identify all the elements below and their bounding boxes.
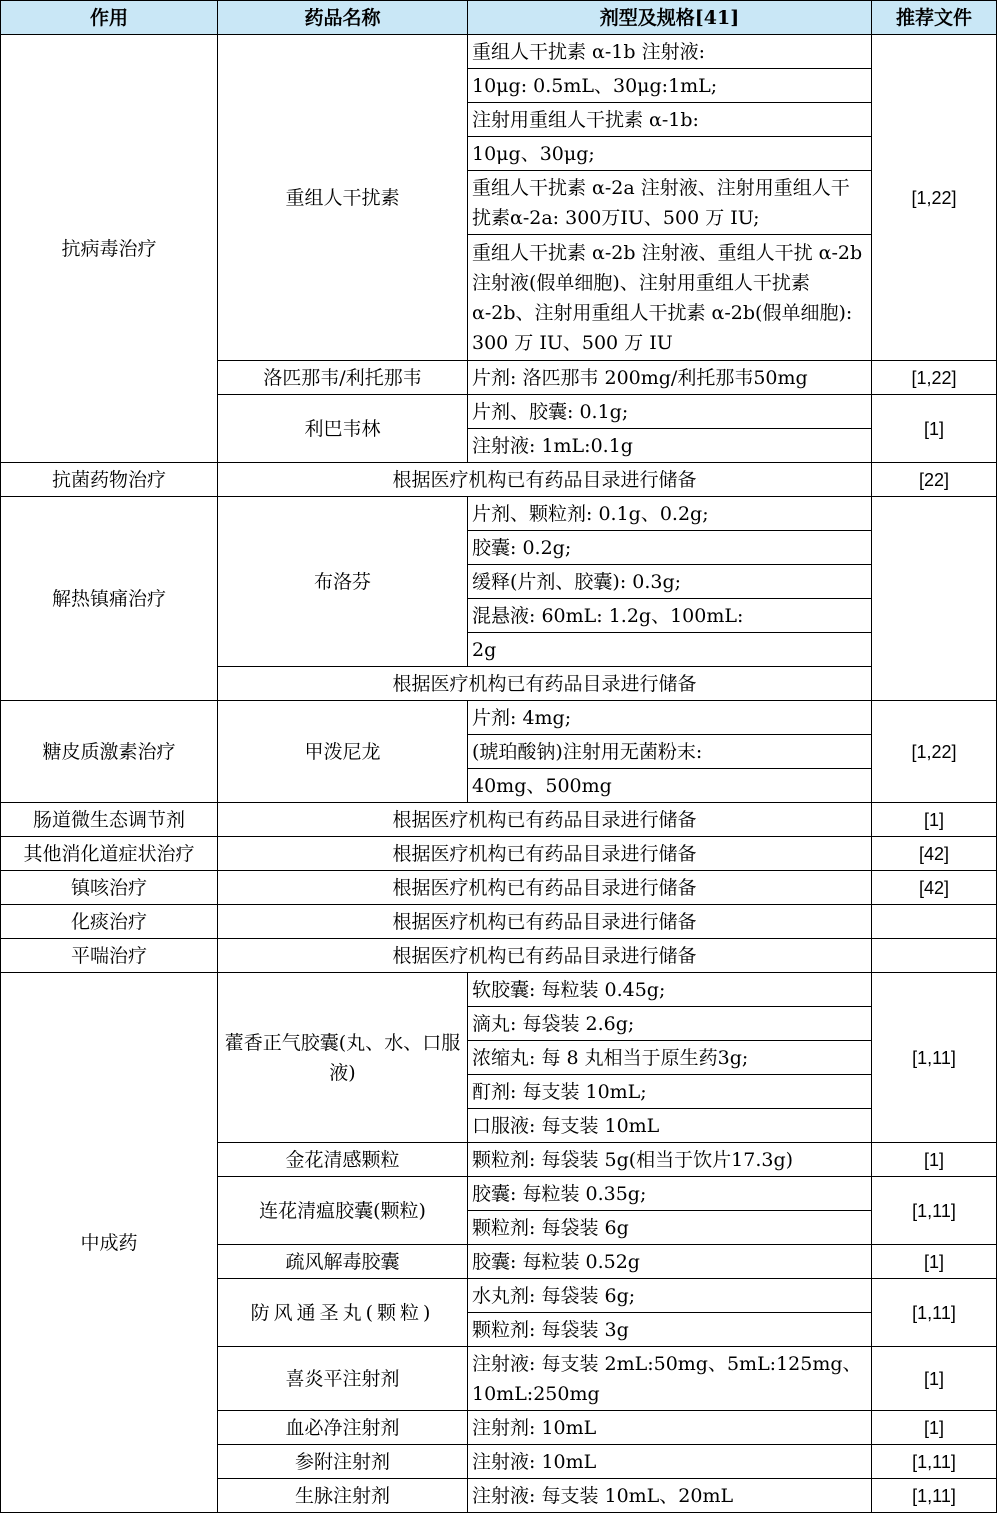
spec-cell: 注射液: 每支装 10mL、20mL xyxy=(468,1479,872,1513)
reserve-note: 根据医疗机构已有药品目录进行储备 xyxy=(218,463,872,497)
spec-cell: 浓缩丸: 每 8 丸相当于原生药3g; xyxy=(468,1041,872,1075)
drug-methylprednisolone: 甲泼尼龙 xyxy=(218,701,468,803)
category-antibacterial: 抗菌药物治疗 xyxy=(1,463,218,497)
spec-cell: 水丸剂: 每袋装 6g; xyxy=(468,1279,872,1313)
category-antiasthmatic: 平喘治疗 xyxy=(1,939,218,973)
reference-cell: [1,11] xyxy=(872,1445,997,1479)
reference-cell: [1] xyxy=(872,803,997,837)
spec-cell: 片剂、胶囊: 0.1g; xyxy=(468,395,872,429)
spec-cell: 注射液: 1mL:0.1g xyxy=(468,429,872,463)
header-drug-name: 药品名称 xyxy=(218,1,468,35)
drug-lianhua: 连花清瘟胶囊(颗粒) xyxy=(218,1177,468,1245)
spec-cell: 混悬液: 60mL: 1.2g、100mL: xyxy=(468,599,872,633)
reference-cell: [1,11] xyxy=(872,1479,997,1513)
drug-jinhua: 金花清感颗粒 xyxy=(218,1143,468,1177)
category-glucocorticoid: 糖皮质激素治疗 xyxy=(1,701,218,803)
header-row xyxy=(1,1,997,35)
reference-cell: [1] xyxy=(872,1143,997,1177)
drug-xiyanping: 喜炎平注射剂 xyxy=(218,1347,468,1411)
reserve-note: 根据医疗机构已有药品目录进行储备 xyxy=(218,905,872,939)
drug-huoxiang: 藿香正气胶囊(丸、水、口服液) xyxy=(218,973,468,1143)
reserve-note: 根据医疗机构已有药品目录进行储备 xyxy=(218,871,872,905)
drug-ibuprofen: 布洛芬 xyxy=(218,497,468,667)
spec-cell: 滴丸: 每袋装 2.6g; xyxy=(468,1007,872,1041)
spec-cell: 片剂: 洛匹那韦 200mg/利托那韦50mg xyxy=(468,361,872,395)
spec-cell: 注射液: 10mL xyxy=(468,1445,872,1479)
spec-cell: 颗粒剂: 每袋装 6g xyxy=(468,1211,872,1245)
reference-cell: [1,11] xyxy=(872,973,997,1143)
spec-cell: 注射用重组人干扰素 α-1b: xyxy=(468,103,872,137)
spec-cell: 重组人干扰素 α-1b 注射液: xyxy=(468,35,872,69)
header-function: 作用 xyxy=(1,1,218,35)
drug-interferon: 重组人干扰素 xyxy=(218,35,468,361)
reference-cell: [1] xyxy=(872,1411,997,1445)
spec-cell: 10μg、30μg; xyxy=(468,137,872,171)
category-gut-microbiota: 肠道微生态调节剂 xyxy=(1,803,218,837)
reference-cell xyxy=(872,939,997,973)
reserve-note: 根据医疗机构已有药品目录进行储备 xyxy=(218,837,872,871)
spec-cell: 10μg: 0.5mL、30μg:1mL; xyxy=(468,69,872,103)
reserve-note: 根据医疗机构已有药品目录进行储备 xyxy=(218,667,872,701)
drug-xuebijing: 血必净注射剂 xyxy=(218,1411,468,1445)
reference-cell: [1,22] xyxy=(872,701,997,803)
spec-cell: 酊剂: 每支装 10mL; xyxy=(468,1075,872,1109)
drug-ribavirin: 利巴韦林 xyxy=(218,395,468,463)
spec-cell: 注射剂: 10mL xyxy=(468,1411,872,1445)
category-expectorant: 化痰治疗 xyxy=(1,905,218,939)
spec-cell: 胶囊: 每粒装 0.35g; xyxy=(468,1177,872,1211)
reference-cell: [42] xyxy=(872,871,997,905)
drug-shenfu: 参附注射剂 xyxy=(218,1445,468,1479)
header-form-spec: 剂型及规格[41] xyxy=(468,1,872,35)
reference-cell: [1,22] xyxy=(872,361,997,395)
category-antiviral: 抗病毒治疗 xyxy=(1,35,218,463)
drug-lopinavir: 洛匹那韦/利托那韦 xyxy=(218,361,468,395)
drug-shufeng: 疏风解毒胶囊 xyxy=(218,1245,468,1279)
spec-cell: (琥珀酸钠)注射用无菌粉末: xyxy=(468,735,872,769)
spec-cell: 2g xyxy=(468,633,872,667)
reference-cell: [22] xyxy=(872,463,997,497)
reserve-note: 根据医疗机构已有药品目录进行储备 xyxy=(218,803,872,837)
reference-cell: [1] xyxy=(872,1347,997,1411)
spec-cell: 软胶囊: 每粒装 0.45g; xyxy=(468,973,872,1007)
spec-cell: 重组人干扰素 α-2b 注射液、重组人干扰 α-2b 注射液(假单细胞)、注射用重组人干扰素 α-2b、注射用重组人干扰素 α-2b(假单细胞): 300 万 IU、500 万 IU xyxy=(468,235,872,361)
spec-cell: 胶囊: 每粒装 0.52g xyxy=(468,1245,872,1279)
spec-cell: 颗粒剂: 每袋装 3g xyxy=(468,1313,872,1347)
reference-cell xyxy=(872,905,997,939)
spec-cell: 颗粒剂: 每袋装 5g(相当于饮片17.3g) xyxy=(468,1143,872,1177)
spec-cell: 40mg、500mg xyxy=(468,769,872,803)
category-antipyretic: 解热镇痛治疗 xyxy=(1,497,218,701)
spec-cell: 胶囊: 0.2g; xyxy=(468,531,872,565)
drug-fangfeng: 防风通圣丸(颗粒) xyxy=(218,1279,468,1347)
reserve-note: 根据医疗机构已有药品目录进行储备 xyxy=(218,939,872,973)
spec-cell: 片剂: 4mg; xyxy=(468,701,872,735)
spec-cell: 注射液: 每支装 2mL:50mg、5mL:125mg、10mL:250mg xyxy=(468,1347,872,1411)
reference-cell xyxy=(872,497,997,701)
spec-cell: 缓释(片剂、胶囊): 0.3g; xyxy=(468,565,872,599)
reference-cell: [1,11] xyxy=(872,1279,997,1347)
category-antitussive: 镇咳治疗 xyxy=(1,871,218,905)
category-chinese-patent-medicine: 中成药 xyxy=(1,973,218,1513)
reference-cell: [1] xyxy=(872,395,997,463)
spec-cell: 口服液: 每支装 10mL xyxy=(468,1109,872,1143)
reference-cell: [1] xyxy=(872,1245,997,1279)
drug-shengmai: 生脉注射剂 xyxy=(218,1479,468,1513)
reference-cell: [42] xyxy=(872,837,997,871)
category-digestive: 其他消化道症状治疗 xyxy=(1,837,218,871)
reference-cell: [1,11] xyxy=(872,1177,997,1245)
spec-cell: 片剂、颗粒剂: 0.1g、0.2g; xyxy=(468,497,872,531)
reference-cell: [1,22] xyxy=(872,35,997,361)
spec-cell: 重组人干扰素 α-2a 注射液、注射用重组人干扰素α-2a: 300万IU、500 万 IU; xyxy=(468,171,872,235)
header-reference: 推荐文件 xyxy=(872,1,997,35)
